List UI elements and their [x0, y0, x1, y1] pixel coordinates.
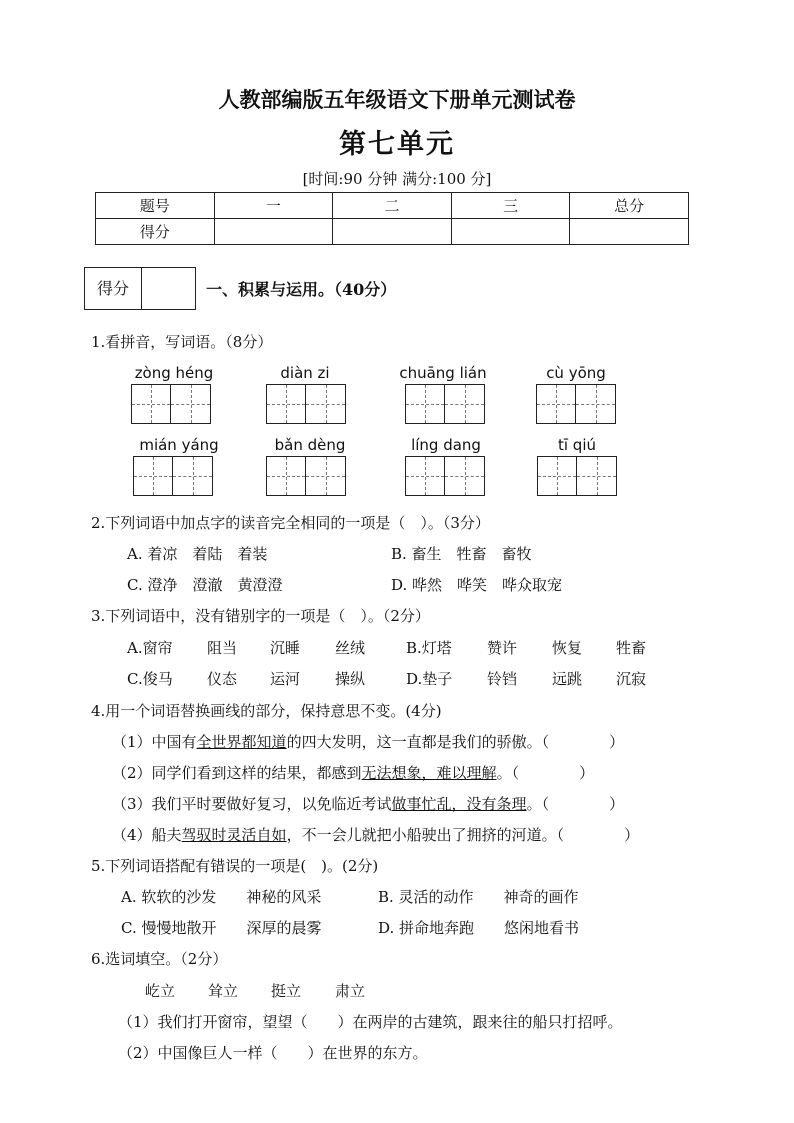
sentence-item: （3）我们平时要做好复习，以免临近考试做事忙乱，没有条理。（ ） [112, 795, 625, 813]
writing-grid[interactable] [405, 456, 485, 496]
word-choice: 肃立 [335, 982, 366, 1000]
word-item: 仪态 [207, 670, 238, 688]
word-item: 牲畜 [616, 639, 647, 657]
section-title: 一、积累与运用。（40分） [206, 280, 397, 299]
underlined-phrase: 无法想象，难以理解 [361, 764, 497, 782]
word-item: 远跳 [552, 670, 583, 688]
question-2-title: 2.下列词语中加点字的读音完全相同的一项是（ ）。（3分） [91, 514, 490, 532]
word-item: 沉寂 [616, 670, 647, 688]
option-c: C. 澄净 澄澈 黄澄澄 [127, 576, 283, 594]
score-input-cell[interactable] [570, 219, 689, 245]
writing-grid[interactable] [536, 384, 616, 424]
pinyin-label: líng dang [411, 436, 481, 454]
question-3-title: 3.下列词语中，没有错别字的一项是（ ）。（2分） [91, 607, 430, 625]
word-item: A.窗帘 [127, 639, 173, 657]
writing-grid[interactable] [131, 384, 211, 424]
score-input-cell[interactable] [451, 219, 570, 245]
word-item: 丝绒 [335, 639, 366, 657]
word-item: 运河 [270, 670, 301, 688]
score-cell: 二 [333, 193, 452, 219]
question-5-title: 5.下列词语搭配有错误的一项是( )。(2分) [91, 857, 379, 875]
word-item: C.俊马 [127, 670, 173, 688]
word-choice: 挺立 [271, 982, 302, 1000]
sentence-item: （2）同学们看到这样的结果，都感到无法想象，难以理解。（ ） [112, 764, 595, 782]
writing-grid[interactable] [266, 384, 346, 424]
word-item: 沉睡 [270, 639, 301, 657]
option-b: B. 畜生 牲畜 畜牧 [391, 545, 532, 563]
score-table-score-row [96, 219, 689, 245]
option-a: A. 着凉 着陆 着装 [127, 545, 268, 563]
option-d: D. 拼命地奔跑 悠闲地看书 [378, 919, 580, 937]
word-item: 铃铛 [487, 670, 518, 688]
score-cell: 题号 [96, 193, 215, 219]
section-score-label-box [84, 267, 142, 310]
word-item: 恢复 [552, 639, 583, 657]
option-d: D. 哗然 哗笑 哗众取宠 [391, 576, 563, 594]
pinyin-label: mián yáng [139, 436, 219, 454]
option-c: C. 慢慢地散开 深厚的晨雾 [121, 919, 322, 937]
word-item: 操纵 [335, 670, 366, 688]
underlined-phrase: 做事忙乱，没有条理 [391, 795, 527, 813]
writing-grid[interactable] [537, 456, 617, 496]
pinyin-label: cù yōng [546, 364, 606, 382]
pinyin-label: tī qiú [557, 436, 596, 454]
writing-grid[interactable] [266, 456, 346, 496]
fill-blank-item: （1）我们打开窗帘，望望（ ）在两岸的古建筑，跟来往的船只打招呼。 [118, 1013, 623, 1031]
option-a: A. 软软的沙发 神秘的风采 [121, 888, 322, 906]
score-cell: 三 [451, 193, 570, 219]
question-1-title: 1.看拼音，写词语。（8分） [91, 333, 273, 351]
section-score-label: 得分 [96, 279, 129, 298]
pinyin-label: bǎn dèng [274, 436, 346, 454]
score-cell: 得分 [96, 219, 215, 245]
writing-grid[interactable] [405, 384, 485, 424]
word-item: 赞许 [487, 639, 518, 657]
score-input-cell[interactable] [214, 219, 333, 245]
score-table-header-row [96, 193, 689, 219]
word-choice: 屹立 [145, 982, 176, 1000]
pinyin-label: diàn zi [280, 364, 330, 382]
question-4-title: 4.用一个词语替换画线的部分，保持意思不变。(4分) [91, 702, 442, 720]
underlined-phrase: 驾驭时灵活自如 [181, 826, 287, 844]
underlined-phrase: 全世界都知道 [196, 733, 287, 751]
score-table [95, 192, 689, 245]
section-score-input-box[interactable] [140, 267, 196, 310]
question-6-title: 6.选词填空。（2分） [91, 950, 228, 968]
word-item: D.垫子 [406, 670, 453, 688]
pinyin-label: chuāng lián [399, 364, 487, 382]
score-input-cell[interactable] [333, 219, 452, 245]
sentence-item: （4）船夫驾驭时灵活自如，不一会儿就把小船驶出了拥挤的河道。（ ） [112, 826, 640, 844]
option-b: B. 灵活的动作 神奇的画作 [378, 888, 579, 906]
time-info: [时间:90 分钟 满分:100 分] [302, 170, 492, 188]
unit-title: 第七单元 [339, 129, 455, 160]
exam-title: 人教部编版五年级语文下册单元测试卷 [218, 87, 576, 112]
writing-grid[interactable] [133, 456, 213, 496]
word-choice: 耸立 [208, 982, 239, 1000]
pinyin-label: zòng héng [134, 364, 214, 382]
fill-blank-item: （2）中国像巨人一样（ ）在世界的东方。 [118, 1044, 428, 1062]
sentence-item: （1）中国有全世界都知道的四大发明，这一直都是我们的骄傲。（ ） [112, 733, 625, 751]
word-item: B.灯塔 [406, 639, 452, 657]
score-cell: 总分 [570, 193, 689, 219]
word-item: 阻当 [207, 639, 238, 657]
score-cell: 一 [214, 193, 333, 219]
